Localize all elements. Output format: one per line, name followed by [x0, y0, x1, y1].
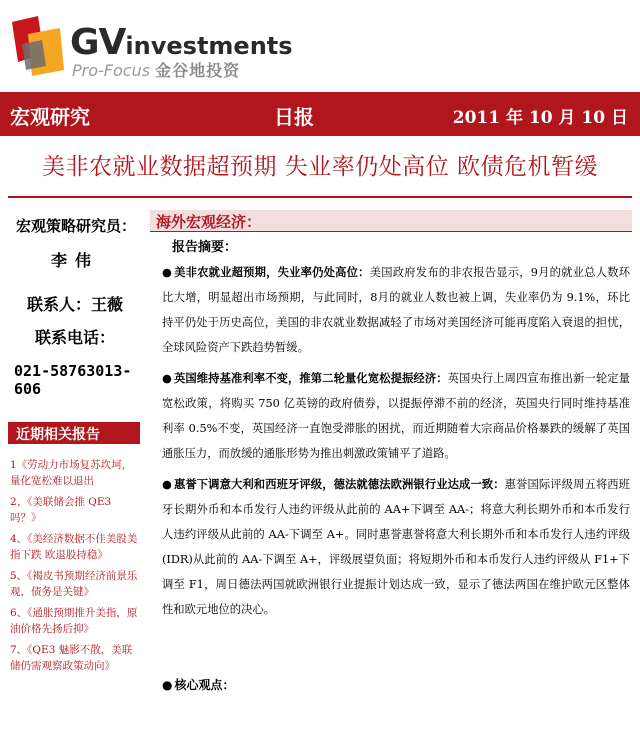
bullet-icon: ●	[162, 265, 173, 279]
core-view-label: 核心观点：	[174, 678, 235, 692]
header-logo-area	[0, 0, 640, 90]
related-reports-list	[10, 458, 140, 680]
author-label: 宏观策略研究员：	[16, 217, 137, 235]
brand-investments: investments	[125, 32, 293, 60]
brand-tagline	[72, 58, 240, 81]
related-report-item[interactable]: 2、《美联储会推 QE3 吗？》	[10, 496, 112, 524]
bullet-icon: ●	[162, 477, 172, 491]
brand-tagline-en: Pro-Focus	[72, 61, 151, 80]
report-banner	[0, 92, 640, 136]
paragraph-body: 惠誉国际评级周五将西班牙长期外币和本币发行人违约评级从此前的 AA+下调至 AA-；将意大利长期外币和本币发行人违约评级从此前的 AA-下调至 A+。同时惠誉惠誉将意大利长期外币和本币发行人违约评级(IDR)从此前的 AA-下调至 A+，评级展望负面；将短期外币和本币发行人违约评级从 F1+下调至 F1，周日德法两国就欧洲银行业提振计划达成一致，显示了德法两国在维护欧元区整体性和欧元地位的决心。	[162, 478, 630, 616]
gv-logo-icon	[8, 14, 66, 80]
related-report-item[interactable]: 1《劳动力市场复苏坎坷，量化宽松难以退出	[10, 459, 133, 487]
related-report-item[interactable]: 7、《QE3 魅影不散，美联储仍需观察政策动向》	[10, 644, 133, 672]
summary-title: 报告摘要：	[172, 240, 238, 255]
related-reports-header: 近期相关报告	[8, 422, 140, 444]
report-body	[162, 260, 630, 628]
paragraph-lead: 英国维持基准利率不变，推第二轮量化宽松提振经济：	[173, 371, 448, 385]
section-title: 海外宏观经济：	[156, 213, 262, 231]
bullet-icon: ●	[162, 371, 172, 385]
paragraph-lead: 惠誉下调意大利和西班牙评级，德法就德法欧洲银行业达成一致：	[173, 477, 505, 491]
report-type: 日报	[274, 105, 314, 129]
related-report-item[interactable]: 4、《美经济数据不佳美股美指下跌 欧退股持稳》	[10, 533, 138, 561]
related-report-item[interactable]: 5、《褐皮书预期经济前景乐观，债务是关键》	[10, 570, 138, 598]
report-date: 2011 年 10 月 10 日	[452, 108, 628, 128]
report-headline: 美非农就业数据超预期 失业率仍处高位 欧债危机暂缓	[41, 154, 599, 180]
summary-paragraph	[162, 472, 630, 622]
related-report-item[interactable]: 6、《通胀预期推升美指，原油价格先扬后抑》	[10, 607, 138, 635]
paragraph-body: 美国政府发布的非农报告显示，9月的就业总人数环比大增，明显超出市场预期，与此同时，8月的就业人数也被上调，失业率仍为 9.1%，环比持平仍处于历史高位，美国的非农就业数据减轻了市场对美国经济可能再度陷入衰退的担忧，全球风险资产下跌趋势暂缓。	[162, 266, 630, 354]
brand-gv: GV	[70, 22, 126, 63]
brand-name	[70, 22, 293, 63]
phone-label: 联系电话：	[34, 328, 115, 347]
summary-paragraph	[162, 366, 630, 466]
report-category: 宏观研究	[10, 105, 90, 129]
summary-paragraph	[162, 260, 630, 360]
author-sidebar	[0, 200, 150, 752]
headline-divider	[8, 196, 632, 198]
paragraph-body: 英国央行上周四宣布推出新一轮定量宽松政策，将购买 750 亿英镑的政府债券，以提振停滞不前的经济，英国央行同时维持基准利率 0.5%不变，英国经济一直饱受滞胀的困扰，而近期随着大宗商品价格暴跌的缓解了英国通胀压力，而放缓的通胀形势为推出刺激政策铺平了道路。	[162, 372, 630, 460]
author-name: 李伟	[50, 251, 99, 270]
core-view-heading	[162, 676, 235, 693]
contact-person: 联系人：王薇	[26, 295, 123, 314]
bullet-icon: ●	[162, 678, 173, 692]
paragraph-lead: 美非农就业超预期，失业率仍处高位：	[174, 265, 370, 279]
brand-tagline-cn: 金谷地投资	[155, 61, 241, 80]
section-header	[150, 210, 632, 232]
phone-number: 021-58763013-606	[14, 362, 132, 398]
